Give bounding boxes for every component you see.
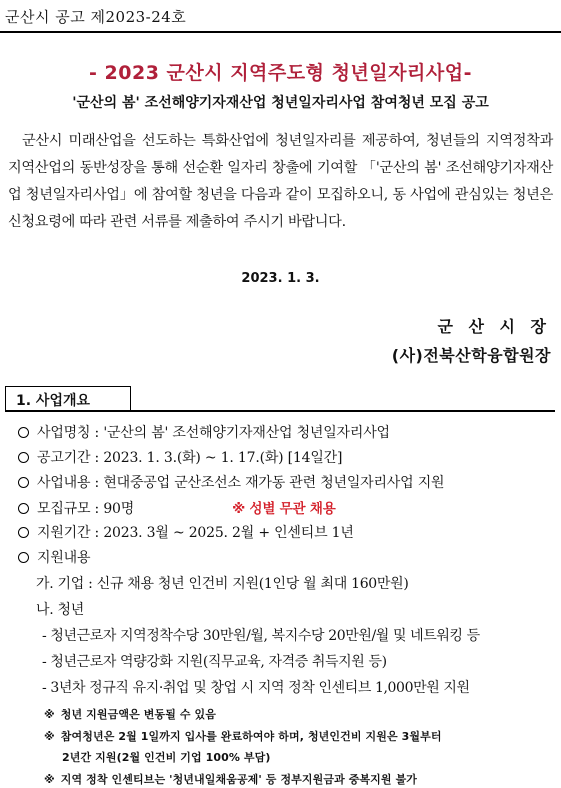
item-support-content: 지원내용 [18, 547, 90, 567]
circle-bullet-icon [18, 527, 29, 538]
page-title: - 2023 군산시 지역주도형 청년일자리사업- [89, 62, 472, 84]
notice-number: 군산시 공고 제2023-24호 [5, 8, 187, 26]
note-item: ※ 지역 정착 인센티브는 '청년내일채움공제' 등 정부지원금과 중복지원 불가 [44, 773, 418, 786]
support-youth-item: - 청년근로자 지역정착수당 30만원/월, 복지수당 20만원/월 및 네트워킹 등 [42, 628, 480, 644]
note-item: ※ 참여청년은 2월 1일까지 입사를 완료하여야 하며, 청년인건비 지원은 3월부터 [44, 730, 442, 743]
item-support-period: 지원기간 : 2023. 3월 ~ 2025. 2월 + 인센티브 1년 [18, 522, 354, 542]
notice-date: 2023. 1. 3. [241, 271, 320, 286]
reference-mark-icon: ※ [44, 773, 55, 786]
circle-bullet-icon [18, 552, 29, 563]
note-item: ※ 청년 지원금액은 변동될 수 있음 [44, 708, 216, 721]
gender-warning: ※ 성별 무관 채용 [232, 501, 336, 517]
support-youth-item: - 3년차 정규직 유지·취업 및 창업 시 지역 정착 인센티브 1,000만원 지원 [42, 680, 470, 696]
circle-bullet-icon [18, 503, 29, 514]
circle-bullet-icon [18, 477, 29, 488]
page-subtitle: '군산의 봄' 조선해양기자재산업 청년일자리사업 참여청년 모집 공고 [72, 95, 489, 111]
item-project-content: 사업내용 : 현대중공업 군산조선소 재가동 관련 청년일자리사업 지원 [18, 472, 444, 492]
header-rule [0, 31, 561, 33]
item-project-name: 사업명칭 : '군산의 봄' 조선해양기자재산업 청년일자리사업 [18, 422, 390, 442]
support-youth-item: - 청년근로자 역량강화 지원(직무교육, 자격증 취득지원 등) [42, 654, 387, 670]
section-heading-box [5, 386, 131, 412]
reference-mark-icon: ※ [44, 708, 55, 721]
support-youth: 나. 청년 [36, 602, 84, 618]
note-item-continued: 2년간 지원(2월 인건비 기업 100% 부담) [62, 751, 271, 764]
circle-bullet-icon [18, 452, 29, 463]
issuer-institute: (사)전북산학융합원장 [391, 346, 551, 365]
item-recruit-size: 모집규모 : 90명 ※ 성별 무관 채용 [18, 497, 336, 518]
support-company: 가. 기업 : 신규 채용 청년 인건비 지원(1인당 월 최대 160만원) [36, 576, 409, 592]
item-notice-period: 공고기간 : 2023. 1. 3.(화) ~ 1. 17.(화) [14일간] [18, 447, 342, 467]
notice-header [0, 0, 561, 33]
circle-bullet-icon [18, 427, 29, 438]
intro-paragraph: 군산시 미래산업을 선도하는 특화산업에 청년일자리를 제공하여, 청년들의 지역정착과 지역산업의 동반성장을 통해 선순환 일자리 창출에 기여할 「'군산의 봄' 조선해양기자재산업 청년일자리사업」에 참여할 청년을 다음과 같이 모집하오니, 동 사업에 관심있는 청년은 신청요령에 따라 관련 서류를 제출하여 주시기 바랍니다. [8, 133, 553, 230]
reference-mark-icon: ※ [44, 730, 55, 743]
section-heading: 1. 사업개요 [16, 393, 91, 409]
section-rule [5, 410, 555, 412]
issuer-mayor: 군 산 시 장 [437, 317, 551, 336]
